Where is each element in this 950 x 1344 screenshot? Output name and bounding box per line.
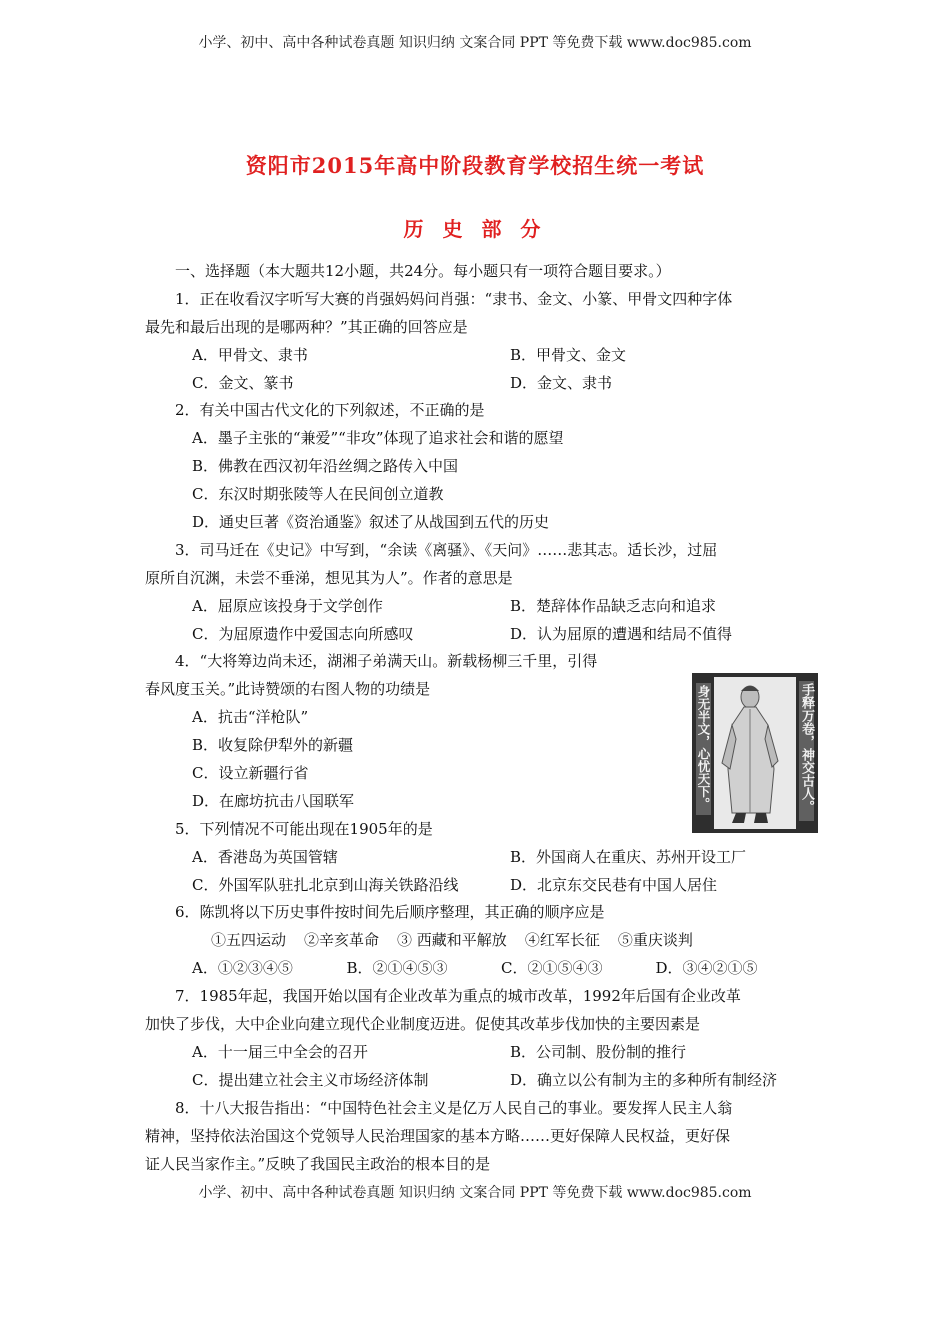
q7-option-c: C．提出建立社会主义市场经济体制 [192,1070,429,1089]
q5-stem: 5．下列情况不可能出现在1905年的是 [175,819,433,838]
q6-event: ④红军长征 [524,931,600,950]
q2-option-d: D．通史巨著《资治通鉴》叙述了从战国到五代的历史 [192,513,550,532]
q6-stem: 6．陈凯将以下历史事件按时间先后顺序整理，其正确的顺序应是 [175,903,605,922]
q3-stem: 3．司马迁在《史记》中写到，“余读《离骚》、《天问》……悲其志。适长沙，过屈 [175,540,718,559]
q7-stem-cont: 加快了步伐，大中企业向建立现代企业制度迈进。促使其改革步伐加快的主要因素是 [145,1015,701,1034]
q5-option-b: B．外国商人在重庆、苏州开设工厂 [510,847,747,866]
q6-option-d: D．③④②①⑤ [655,959,758,978]
q3-stem-cont: 原所自沉渊，未尝不垂涕，想见其为人”。作者的意思是 [145,568,513,587]
q1-stem-cont: 最先和最后出现的是哪两种？”其正确的回答应是 [145,317,468,336]
q5-row1 [145,844,810,872]
q1-row1 [145,342,810,370]
q1-option-a: A．甲骨文、隶书 [192,345,308,364]
q8-stem: 8．十八大报告指出：“中国特色社会主义是亿万人民自己的事业。要发挥人民主人翁 [175,1098,733,1117]
q2-option-a: A．墨子主张的“兼爱”“非攻”体现了追求社会和谐的愿望 [192,429,564,448]
q2-option-b: B．佛教在西汉初年沿丝绸之路传入中国 [192,457,459,476]
q3-row2 [145,621,810,649]
q6-event: ①五四运动 [211,931,287,950]
q1-option-b: B．甲骨文、金文 [510,345,627,364]
figure-portrait-image [692,673,818,833]
q5-option-c: C．外国军队驻扎北京到山海关铁路沿线 [192,875,459,894]
q6-option-a: A．①②③④⑤ [192,959,293,978]
q6-events [145,927,810,955]
q6-options [145,955,810,983]
q8-stem-cont2: 证人民当家作主。”反映了我国民主政治的根本目的是 [145,1154,491,1173]
q7-row2 [145,1067,810,1095]
exam-title: 资阳市2015年高中阶段教育学校招生统一考试 [245,153,705,178]
q7-stem: 7．1985年起，我国开始以国有企业改革为重点的城市改革，1992年后国有企业改革 [175,987,741,1006]
q3-option-b: B．楚辞体作品缺乏志向和追求 [510,596,717,615]
q1-stem: 1．正在收看汉字听写大赛的肖强妈妈问肖强：“隶书、金文、小篆、甲骨文四种字体 [175,289,733,308]
q4-stem-cont: 春风度玉关。”此诗赞颂的右图人物的功绩是 [145,680,431,699]
exam-subtitle: 历 史 部 分 [403,217,547,241]
q2-stem: 2．有关中国古代文化的下列叙述，不正确的是 [175,401,485,420]
q1-option-d: D．金文、隶书 [510,373,613,392]
q3-option-d: D．认为屈原的遭遇和结局不值得 [510,624,733,643]
q7-option-b: B．公司制、股份制的推行 [510,1042,687,1061]
q1-row2 [145,370,810,398]
q7-row1 [145,1039,810,1067]
q3-row1 [145,593,810,621]
page-footer: 小学、初中、高中各种试卷真题 知识归纳 文案合同 PPT 等免费下载 www.doc985.com [198,1185,752,1201]
q7-option-a: A．十一届三中全会的召开 [192,1042,368,1061]
q6-event: ③ 西藏和平解放 [397,931,507,950]
page-header: 小学、初中、高中各种试卷真题 知识归纳 文案合同 PPT 等免费下载 www.doc985.com [198,35,752,51]
q6-option-c: C．②①⑤④③ [501,959,603,978]
q1-option-c: C．金文、篆书 [192,373,294,392]
portrait-left-calligraphy: 身无半文，心忧天下。 [696,685,711,810]
q3-option-c: C．为屈原遗作中爱国志向所感叹 [192,624,414,643]
q8-stem-cont: 精神，坚持依法治国这个党领导人民治理国家的基本方略……更好保障人民权益，更好保 [145,1126,731,1145]
q5-row2 [145,872,810,900]
q3-option-a: A．屈原应该投身于文学创作 [192,596,383,615]
q6-event: ②辛亥革命 [304,931,380,950]
q2-option-c: C．东汉时期张陵等人在民间创立道教 [192,485,444,504]
q5-option-d: D．北京东交民巷有中国人居住 [510,875,718,894]
section-heading: 一、选择题（本大题共12小题，共24分。每小题只有一项符合题目要求。） [175,262,671,280]
q4-option-d: D．在廊坊抗击八国联军 [192,791,355,810]
q4-option-b: B．收复除伊犁外的新疆 [192,736,354,755]
portrait-right-calligraphy: 手释万卷，神交古人。 [799,683,814,813]
q4-option-a: A．抗击“洋枪队” [192,708,309,727]
q5-option-a: A．香港岛为英国管辖 [192,847,338,866]
q7-option-d: D．确立以公有制为主的多种所有制经济 [510,1070,778,1089]
portrait-svg [692,673,818,833]
q4-stem: 4．“大将筹边尚未还，湖湘子弟满天山。新载杨柳三千里，引得 [175,652,598,671]
q6-option-b: B．②①④⑤③ [346,959,448,978]
q4-option-c: C．设立新疆行省 [192,764,309,783]
q6-event: ⑤重庆谈判 [617,931,693,950]
